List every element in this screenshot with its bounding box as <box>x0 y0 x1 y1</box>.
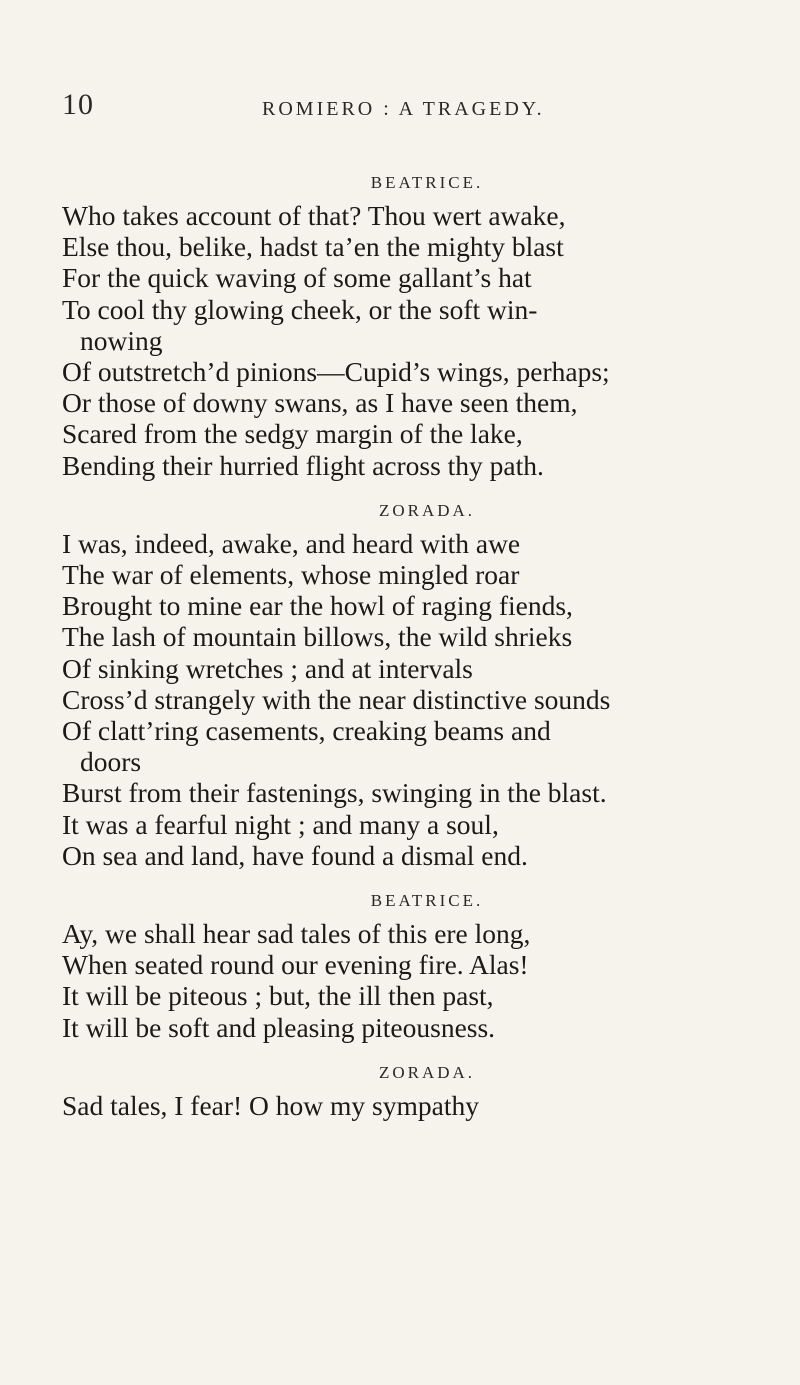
verse-line: For the quick waving of some gallant’s hat <box>62 262 532 294</box>
verse-line: It will be soft and pleasing piteousness. <box>62 1011 496 1043</box>
verse-line: Cross’d strangely with the near distinctive sounds <box>62 683 611 715</box>
verse-line: Brought to mine ear the howl of raging fiends, <box>62 590 573 622</box>
verse-line: When seated round our evening fire. Alas! <box>62 949 529 981</box>
verse-line: On sea and land, have found a dismal end. <box>62 839 528 871</box>
page-header <box>62 88 762 128</box>
speech-block <box>62 1056 762 1121</box>
verse-line: The lash of mountain billows, the wild shrieks <box>62 621 573 653</box>
verse-line: Burst from their fastenings, swinging in the blast. <box>62 777 607 809</box>
page-number: 10 <box>62 88 94 121</box>
verse-line: Of sinking wretches ; and at intervals <box>62 652 473 684</box>
verse-line: I was, indeed, awake, and heard with awe <box>62 527 521 559</box>
speaker-name: ZORADA. <box>378 500 476 520</box>
verse-line: nowing <box>80 324 163 356</box>
verse-line: Ay, we shall hear sad tales of this ere long, <box>62 918 531 950</box>
verse-line: The war of elements, whose mingled roar <box>62 559 520 591</box>
verse-line: Sad tales, I fear! O how my sympathy <box>62 1089 479 1121</box>
verse-line: Of outstretch’d pinions—Cupid’s wings, perhaps; <box>62 356 610 388</box>
verse-line: Who takes account of that? Thou wert awake, <box>62 200 566 231</box>
verse-line: It will be piteous ; but, the ill then past, <box>62 980 494 1012</box>
verse-line: Else thou, belike, hadst ta’en the mighty blast <box>62 231 564 263</box>
verse-line: Scared from the sedgy margin of the lake, <box>62 418 523 450</box>
running-title: ROMIERO : A TRAGEDY. <box>262 98 545 120</box>
speech-block <box>62 166 762 481</box>
verse-line: Bending their hurried flight across thy path. <box>62 449 544 481</box>
verse-line: To cool thy glowing cheek, or the soft win- <box>62 293 538 325</box>
speaker-name: ZORADA. <box>378 1062 476 1082</box>
speaker-name: BEATRICE. <box>370 173 484 192</box>
speech-block <box>62 884 762 1043</box>
verse-line: It was a fearful night ; and many a soul, <box>62 808 499 840</box>
speech-block <box>62 494 762 871</box>
speaker-name: BEATRICE. <box>370 891 484 911</box>
verse-line: Of clatt’ring casements, creaking beams and <box>62 715 551 747</box>
verse-line: doors <box>80 746 142 778</box>
play-text <box>62 166 762 1134</box>
verse-line: Or those of downy swans, as I have seen them, <box>62 387 578 419</box>
